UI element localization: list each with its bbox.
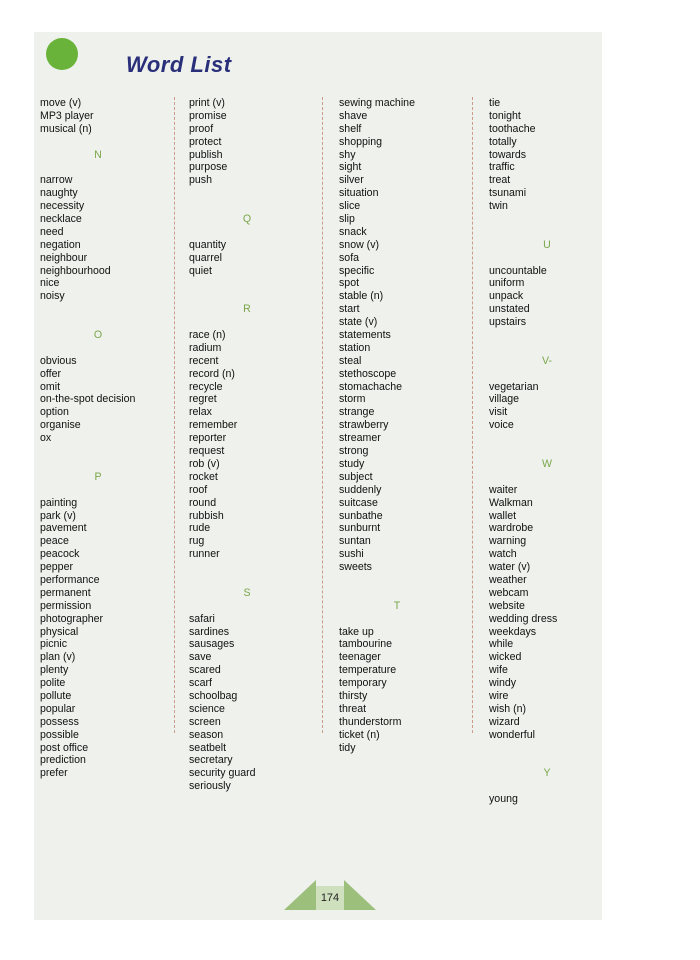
word-entry: tidy xyxy=(339,741,356,754)
word-entry: tambourine xyxy=(339,638,392,651)
word-entry: strange xyxy=(339,406,375,419)
word-entry: wonderful xyxy=(489,728,535,741)
word-entry: photographer xyxy=(40,612,104,625)
word-entry: totally xyxy=(489,135,517,148)
word-entry: temporary xyxy=(339,677,387,690)
word-entry: record (n) xyxy=(189,367,235,380)
word-entry: purpose xyxy=(189,161,228,174)
word-entry: science xyxy=(189,702,225,715)
word-entry: sofa xyxy=(339,251,360,264)
spacer xyxy=(489,342,605,355)
word-entry: sunburnt xyxy=(339,522,381,535)
word-entry: uniform xyxy=(489,277,525,290)
word-entry: strawberry xyxy=(339,419,389,432)
word-entry: wardrobe xyxy=(489,522,534,535)
spacer xyxy=(489,471,605,484)
word-entry: proof xyxy=(189,122,214,135)
word-entry: reporter xyxy=(189,432,227,445)
word-entry: wire xyxy=(489,689,509,702)
word-entry: tsunami xyxy=(489,187,527,200)
word-entry: sewing machine xyxy=(339,97,415,109)
word-entry: post office xyxy=(40,741,89,754)
word-entry: quiet xyxy=(189,264,212,277)
word-entry: naughty xyxy=(40,187,78,200)
word-entry: vegetarian xyxy=(489,380,539,393)
word-entry: remember xyxy=(189,419,238,432)
word-entry: treat xyxy=(489,174,511,187)
word-entry: sweets xyxy=(339,561,372,574)
word-column-4 xyxy=(489,97,605,806)
word-entry: upstairs xyxy=(489,316,527,329)
spacer xyxy=(489,432,605,445)
word-entry: start xyxy=(339,303,360,316)
word-entry: possible xyxy=(40,728,79,741)
word-entry: threat xyxy=(339,702,367,715)
word-entry: peace xyxy=(40,535,69,548)
word-entry: narrow xyxy=(40,174,73,187)
word-entry: traffic xyxy=(489,161,515,174)
section-letter: V- xyxy=(541,354,552,367)
word-entry: painting xyxy=(40,496,78,509)
word-entry: seriously xyxy=(189,780,231,793)
section-letter: R xyxy=(243,303,251,316)
word-entry: ticket (n) xyxy=(339,728,380,741)
word-entry: secretary xyxy=(189,754,233,767)
word-entry: streamer xyxy=(339,432,381,445)
word-entry: teenager xyxy=(339,651,381,664)
word-entry: sight xyxy=(339,161,362,174)
spacer xyxy=(189,290,305,303)
spacer xyxy=(40,303,156,316)
word-entry: seatbelt xyxy=(189,741,227,754)
page-title: Word List xyxy=(126,52,232,77)
word-column-3 xyxy=(339,97,455,754)
word-column-2 xyxy=(189,97,305,793)
spacer xyxy=(489,780,605,793)
spacer xyxy=(489,213,605,226)
word-entry: sushi xyxy=(339,548,364,561)
spacer xyxy=(189,574,305,587)
word-entry: wallet xyxy=(489,509,517,522)
word-entry: race (n) xyxy=(189,329,226,342)
spacer xyxy=(339,613,455,626)
word-entry: state (v) xyxy=(339,316,378,329)
word-entry: unpack xyxy=(489,290,524,303)
word-entry: roof xyxy=(189,483,208,496)
word-entry: pollute xyxy=(40,689,72,702)
word-entry: towards xyxy=(489,148,527,161)
word-entry: quantity xyxy=(189,238,227,251)
word-entry: station xyxy=(339,341,371,354)
spacer xyxy=(489,226,605,239)
word-entry: webcam xyxy=(489,586,529,599)
word-entry: temperature xyxy=(339,664,397,677)
word-entry: omit xyxy=(40,380,61,393)
word-entry: rocket xyxy=(189,470,218,483)
word-entry: shave xyxy=(339,109,368,122)
word-entry: ox xyxy=(40,432,52,445)
word-entry: voice xyxy=(489,419,514,432)
word-entry: plan (v) xyxy=(40,651,76,664)
word-entry: stethoscope xyxy=(339,367,397,380)
word-entry: study xyxy=(339,457,365,470)
column-divider xyxy=(174,97,175,733)
word-entry: snack xyxy=(339,225,367,238)
spacer xyxy=(40,445,156,458)
spacer xyxy=(489,742,605,755)
word-entry: popular xyxy=(40,702,76,715)
word-entry: prediction xyxy=(40,754,86,767)
word-entry: on-the-spot decision xyxy=(40,393,136,406)
word-entry: obvious xyxy=(40,354,77,367)
word-entry: warning xyxy=(489,535,527,548)
word-entry: scarf xyxy=(189,677,212,690)
word-entry: suddenly xyxy=(339,483,382,496)
word-entry: sausages xyxy=(189,638,235,651)
word-entry: toothache xyxy=(489,122,536,135)
word-entry: protect xyxy=(189,135,222,148)
word-entry: suntan xyxy=(339,535,371,548)
word-entry: while xyxy=(489,638,514,651)
word-entry: young xyxy=(489,793,518,806)
word-entry: performance xyxy=(40,573,100,586)
word-entry: stable (n) xyxy=(339,290,384,303)
word-entry: water (v) xyxy=(489,561,531,574)
word-entry: wicked xyxy=(489,651,522,664)
section-letter: Q xyxy=(242,213,252,226)
word-entry: scared xyxy=(189,664,221,677)
spacer xyxy=(40,342,156,355)
word-entry: silver xyxy=(339,174,364,187)
spacer xyxy=(40,484,156,497)
word-entry: neighbour xyxy=(40,251,88,264)
word-entry: unstated xyxy=(489,303,530,316)
word-entry: rug xyxy=(189,535,205,548)
word-column-1 xyxy=(40,97,156,780)
section-letter: S xyxy=(243,586,251,599)
word-entry: visit xyxy=(489,406,508,419)
section-letter: T xyxy=(393,599,401,612)
word-entry: statements xyxy=(339,329,391,342)
word-entry: tie xyxy=(489,97,501,109)
word-entry: sardines xyxy=(189,625,230,638)
word-entry: screen xyxy=(189,715,221,728)
word-entry: take up xyxy=(339,625,374,638)
word-entry: possess xyxy=(40,715,79,728)
word-entry: stomachache xyxy=(339,380,403,393)
word-entry: permission xyxy=(40,599,92,612)
spacer xyxy=(189,561,305,574)
word-entry: MP3 player xyxy=(40,109,94,122)
word-entry: move (v) xyxy=(40,97,82,109)
word-entry: shopping xyxy=(339,135,383,148)
word-entry: physical xyxy=(40,625,79,638)
word-entry: tonight xyxy=(489,109,521,122)
word-entry: negation xyxy=(40,238,81,251)
word-entry: specific xyxy=(339,264,375,277)
word-entry: waiter xyxy=(489,483,518,496)
spacer xyxy=(40,458,156,471)
word-entry: offer xyxy=(40,367,62,380)
word-entry: schoolbag xyxy=(189,689,238,702)
word-entry: nice xyxy=(40,277,60,290)
word-entry: pepper xyxy=(40,561,73,574)
word-entry: save xyxy=(189,651,212,664)
word-entry: necessity xyxy=(40,200,85,213)
spacer xyxy=(40,136,156,149)
spacer xyxy=(189,277,305,290)
page-number: 174 xyxy=(320,892,340,904)
word-entry: shelf xyxy=(339,122,362,135)
word-entry: uncountable xyxy=(489,264,547,277)
word-entry: thirsty xyxy=(339,689,368,702)
section-letter: N xyxy=(94,148,102,161)
word-entry: wish (n) xyxy=(489,702,527,715)
word-entry: plenty xyxy=(40,664,69,677)
spacer xyxy=(189,316,305,329)
word-entry: recycle xyxy=(189,380,223,393)
word-entry: security guard xyxy=(189,767,256,780)
word-entry: strong xyxy=(339,445,369,458)
word-entry: snow (v) xyxy=(339,238,380,251)
word-entry: windy xyxy=(489,677,517,690)
word-entry: safari xyxy=(189,612,215,625)
word-entry: picnic xyxy=(40,638,68,651)
word-entry: request xyxy=(189,445,225,458)
word-entry: relax xyxy=(189,406,212,419)
word-entry: necklace xyxy=(40,213,82,226)
word-entry: Walkman xyxy=(489,496,533,509)
word-entry: publish xyxy=(189,148,223,161)
word-entry: promise xyxy=(189,109,227,122)
spacer xyxy=(189,187,305,200)
word-entry: slip xyxy=(339,213,355,226)
word-entry: spot xyxy=(339,277,360,290)
spacer xyxy=(189,600,305,613)
word-entry: rob (v) xyxy=(189,457,220,470)
word-entry: slice xyxy=(339,200,361,213)
word-entry: wife xyxy=(489,664,508,677)
section-letter: Y xyxy=(543,767,551,780)
word-entry: weekdays xyxy=(489,625,537,638)
word-entry: rude xyxy=(189,522,211,535)
spacer xyxy=(489,252,605,265)
spacer xyxy=(489,445,605,458)
word-entry: round xyxy=(189,496,217,509)
spacer xyxy=(40,316,156,329)
spacer xyxy=(189,200,305,213)
word-entry: need xyxy=(40,225,64,238)
word-entry: recent xyxy=(189,354,219,367)
word-entry: peacock xyxy=(40,548,80,561)
word-entry: twin xyxy=(489,200,508,213)
spacer xyxy=(489,368,605,381)
spacer xyxy=(40,161,156,174)
word-entry: option xyxy=(40,406,69,419)
word-entry: watch xyxy=(489,548,517,561)
word-entry: musical (n) xyxy=(40,122,92,135)
word-entry: quarrel xyxy=(189,251,222,264)
word-entry: rubbish xyxy=(189,509,224,522)
word-entry: website xyxy=(489,599,525,612)
section-letter: W xyxy=(542,457,552,470)
word-entry: park (v) xyxy=(40,509,76,522)
spacer xyxy=(489,329,605,342)
spacer xyxy=(489,754,605,767)
word-entry: permanent xyxy=(40,586,91,599)
column-divider xyxy=(472,97,473,733)
word-entry: subject xyxy=(339,470,373,483)
word-entry: wedding dress xyxy=(489,612,558,625)
spacer xyxy=(339,587,455,600)
section-letter: O xyxy=(93,329,103,342)
word-entry: radium xyxy=(189,341,222,354)
word-entry: shy xyxy=(339,148,356,161)
word-entry: print (v) xyxy=(189,97,225,109)
word-entry: steal xyxy=(339,354,362,367)
word-entry: suitcase xyxy=(339,496,378,509)
word-entry: noisy xyxy=(40,290,65,303)
word-entry: wizard xyxy=(489,715,520,728)
word-entry: weather xyxy=(489,573,527,586)
word-entry: neighbourhood xyxy=(40,264,111,277)
section-letter: U xyxy=(543,238,551,251)
green-circle-icon xyxy=(46,38,78,70)
word-entry: sunbathe xyxy=(339,509,383,522)
word-entry: regret xyxy=(189,393,217,406)
word-entry: runner xyxy=(189,548,220,561)
column-divider xyxy=(322,97,323,733)
word-entry: pavement xyxy=(40,522,87,535)
word-entry: prefer xyxy=(40,767,68,780)
word-entry: storm xyxy=(339,393,366,406)
word-entry: season xyxy=(189,728,224,741)
word-entry: village xyxy=(489,393,520,406)
word-entry: organise xyxy=(40,419,81,432)
section-letter: P xyxy=(94,470,102,483)
word-entry: situation xyxy=(339,187,379,200)
word-entry: polite xyxy=(40,677,66,690)
spacer xyxy=(189,226,305,239)
word-entry: thunderstorm xyxy=(339,715,402,728)
word-entry: push xyxy=(189,174,212,187)
spacer xyxy=(339,574,455,587)
